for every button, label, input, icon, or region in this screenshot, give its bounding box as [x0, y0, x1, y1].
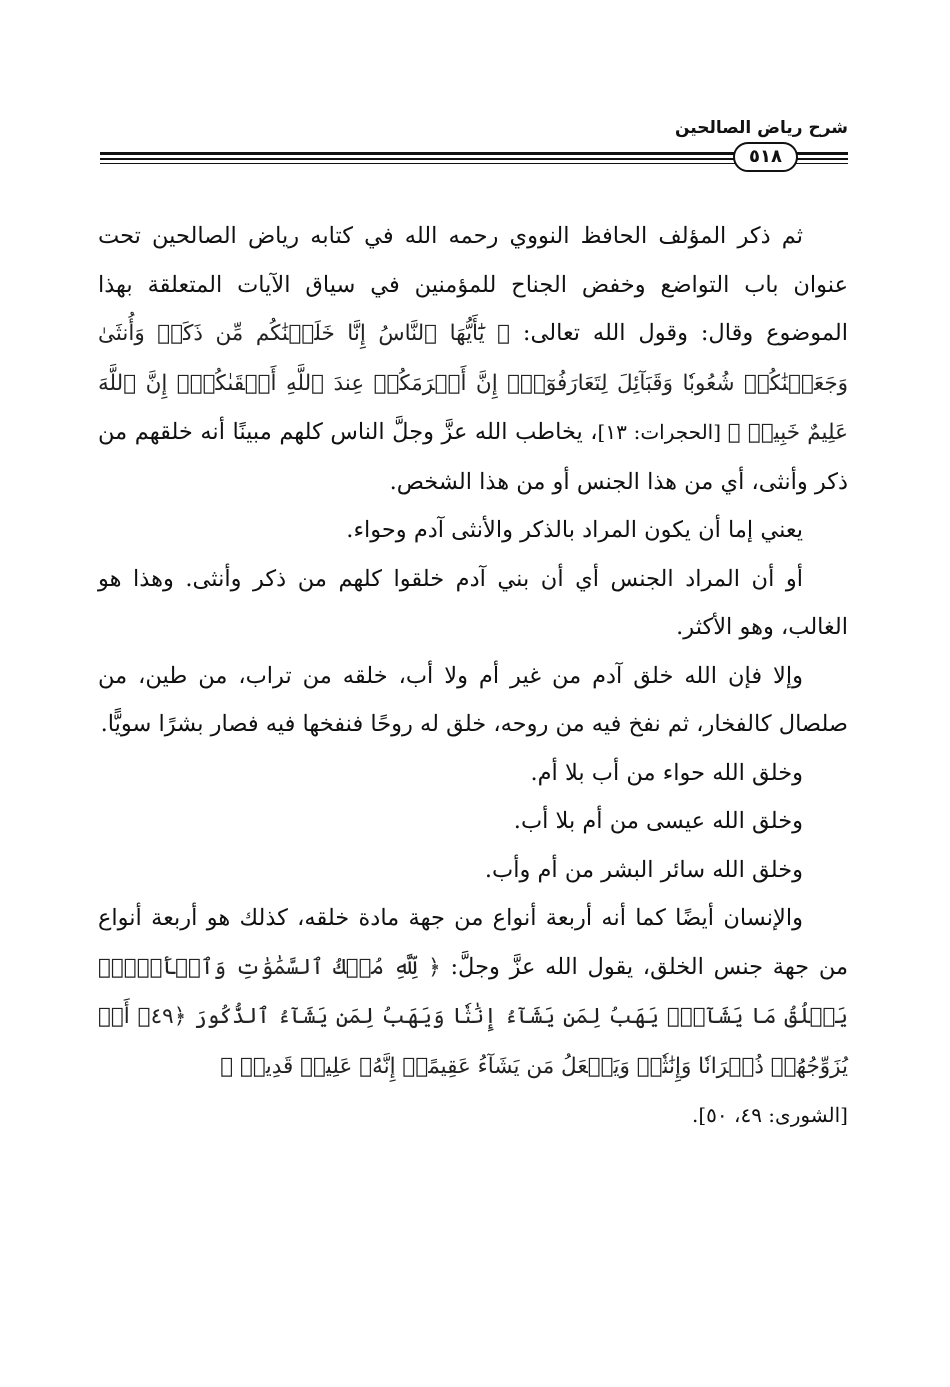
verse-reference: [الحجرات: ١٣]: [597, 420, 728, 444]
page-header: [100, 118, 848, 178]
paragraph: أو أن المراد الجنس أي أن بني آدم خلقوا كلهم من ذكر وأنثى. وهذا هو الغالب، وهو الأكثر.: [98, 565, 848, 640]
quran-verse: ﴿ لِّلَّهِ مُلۡكُ ٱلسَّمَٰوَٰتِ وَٱلۡأَرۡضِۚ يَخۡلُقُ مَا يَشَآءُۚ يَهَبُ لِمَن يَشَآءُ إِنَٰثٗا وَيَهَبُ لِمَن يَشَآءُ ٱلذُّكُورَ ﴿٤٩﴾ أَوۡ يُزَوِّجُهُمۡ ذُكۡرَانٗا وَإِنَٰثٗاۖ وَيَجۡعَلُ مَن يَشَآءُ عَقِيمًاۚ إِنَّهُۥ عَلِيمٞ قَدِيرٞ ﴾: [98, 954, 848, 1079]
verse-reference: [الشورى: ٤٩، ٥٠].: [692, 1103, 848, 1127]
page-number: ٥١٨: [733, 142, 798, 172]
paragraph: وخلق الله عيسى من أم بلا أب.: [513, 808, 803, 834]
paragraph: وخلق الله حواء من أب بلا أم.: [530, 759, 803, 786]
body-text: ، يخاطب الله عزَّ وجلَّ الناس كلهم مبينًا أنه خلقهم من ذكر وأنثى، أي من هذا الجنس أو من هذا الشخص.: [98, 419, 848, 495]
quran-verse: ﴿ يَٰٓأَيُّهَا ٱلنَّاسُ إِنَّا خَلَقۡنَٰكُم مِّن ذَكَرٖ وَأُنثَىٰ وَجَعَلۡنَٰكُمۡ شُعُوبٗا وَقَبَآئِلَ لِتَعَارَفُوٓاْۚ إِنَّ أَكۡرَمَكُمۡ عِندَ ٱللَّهِ أَتۡقَىٰكُمۡۚ إِنَّ ٱللَّهَ عَلِيمٌ خَبِيرٞ ﴾: [98, 321, 848, 445]
paragraph: [98, 212, 848, 506]
paragraph: يعني إما أن يكون المراد بالذكر والأنثى آدم وحواء.: [346, 517, 803, 543]
paragraph: وإلا فإن الله خلق آدم من غير أم ولا أب، خلقه من تراب، من طين، من صلصال كالفخار، ثم نفخ فيه من روحه، خلق له روحًا فنفخها فيه فصار بشرًا سويًّا.: [98, 662, 848, 737]
page-body: [98, 212, 848, 1140]
paragraph: [98, 894, 848, 1091]
body-text: والإنسان أيضًا كما أنه أربعة أنواع من جهة مادة خلقه، كذلك هو أربعة أنواع من جهة جنس الخلق، يقول الله عزَّ وجلَّ:: [98, 905, 848, 980]
body-text: ثم ذكر المؤلف الحافظ النووي رحمه الله في كتابه رياض الصالحين تحت عنوان باب التواضع وخفض الجناح للمؤمنين في سياق الآيات المتعلقة بهذا الموضوع وقال: وقول الله تعالى:: [98, 223, 849, 346]
book-title: شرح رياض الصالحين: [674, 118, 848, 138]
paragraph: وخلق الله سائر البشر من أم وأب.: [484, 856, 803, 883]
